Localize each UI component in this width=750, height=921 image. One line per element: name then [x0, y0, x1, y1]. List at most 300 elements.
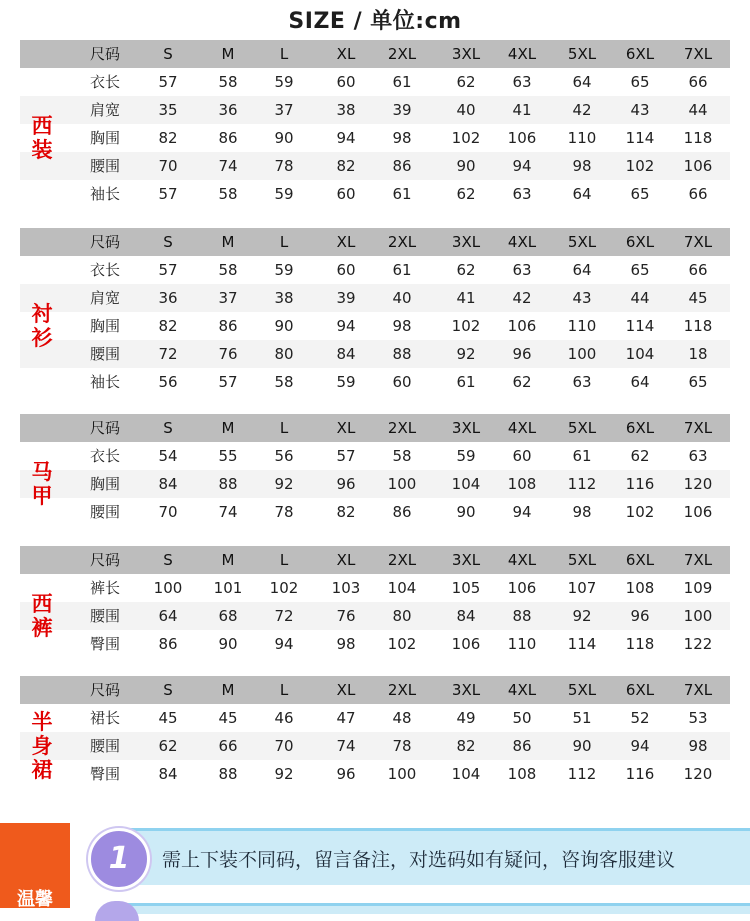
garment-category-label — [20, 460, 64, 508]
value-cell: 94 — [630, 737, 650, 755]
value-cell: 98 — [336, 635, 356, 653]
size-header-cell: XL — [336, 681, 356, 699]
table-row — [20, 574, 730, 602]
table-row — [20, 180, 730, 208]
size-header-cell: M — [221, 45, 235, 63]
value-cell: 58 — [218, 185, 238, 203]
size-header-cell: S — [163, 233, 173, 251]
size-table — [20, 414, 730, 526]
value-cell: 37 — [274, 101, 294, 119]
value-cell: 72 — [158, 345, 178, 363]
value-cell: 70 — [158, 503, 178, 521]
value-cell: 37 — [218, 289, 238, 307]
measure-label: 衣长 — [90, 447, 121, 465]
value-cell: 80 — [392, 607, 412, 625]
value-cell: 58 — [392, 447, 412, 465]
value-cell: 59 — [274, 261, 294, 279]
size-table — [20, 228, 730, 396]
value-cell: 92 — [456, 345, 476, 363]
size-header-cell: 2XL — [387, 233, 417, 251]
value-cell: 42 — [512, 289, 532, 307]
size-header-cell: XL — [336, 551, 356, 569]
value-cell: 122 — [683, 635, 713, 653]
value-cell: 40 — [456, 101, 476, 119]
value-cell: 68 — [218, 607, 238, 625]
value-cell: 57 — [158, 261, 178, 279]
table-row — [20, 312, 730, 340]
value-cell: 58 — [218, 261, 238, 279]
header-label: 尺码 — [90, 551, 121, 569]
value-cell: 39 — [392, 101, 412, 119]
value-cell: 59 — [274, 73, 294, 91]
value-cell: 80 — [274, 345, 294, 363]
size-header-cell: 3XL — [451, 419, 481, 437]
value-cell: 101 — [213, 579, 243, 597]
value-cell: 86 — [158, 635, 178, 653]
table-row — [20, 498, 730, 526]
category-char: 马 — [31, 460, 53, 484]
category-char: 西 — [31, 592, 53, 616]
value-cell: 64 — [572, 261, 592, 279]
value-cell: 66 — [218, 737, 238, 755]
table-row — [20, 340, 730, 368]
value-cell: 107 — [567, 579, 597, 597]
value-cell: 70 — [158, 157, 178, 175]
value-cell: 98 — [392, 317, 412, 335]
value-cell: 41 — [456, 289, 476, 307]
value-cell: 96 — [512, 345, 532, 363]
value-cell: 64 — [630, 373, 650, 391]
value-cell: 65 — [630, 73, 650, 91]
value-cell: 92 — [572, 607, 592, 625]
size-header-cell: 2XL — [387, 551, 417, 569]
value-cell: 96 — [336, 765, 356, 783]
size-header-cell: M — [221, 419, 235, 437]
value-cell: 116 — [625, 475, 655, 493]
value-cell: 84 — [456, 607, 476, 625]
value-cell: 60 — [336, 185, 356, 203]
header-label: 尺码 — [90, 681, 121, 699]
value-cell: 45 — [158, 709, 178, 727]
table-row — [20, 124, 730, 152]
value-cell: 96 — [336, 475, 356, 493]
value-cell: 36 — [158, 289, 178, 307]
tip-bar-next — [120, 903, 750, 914]
value-cell: 38 — [336, 101, 356, 119]
measure-label: 袖长 — [90, 373, 121, 391]
value-cell: 100 — [683, 607, 713, 625]
measure-label: 臀围 — [90, 765, 121, 783]
value-cell: 82 — [158, 129, 178, 147]
value-cell: 82 — [336, 157, 356, 175]
value-cell: 50 — [512, 709, 532, 727]
garment-category-label — [20, 710, 64, 782]
value-cell: 120 — [683, 765, 713, 783]
value-cell: 64 — [158, 607, 178, 625]
value-cell: 90 — [274, 129, 294, 147]
measure-label: 胸围 — [90, 475, 121, 493]
value-cell: 109 — [683, 579, 713, 597]
value-cell: 108 — [507, 475, 537, 493]
value-cell: 76 — [218, 345, 238, 363]
measure-label: 腰围 — [90, 157, 121, 175]
value-cell: 51 — [572, 709, 592, 727]
value-cell: 66 — [688, 73, 708, 91]
value-cell: 102 — [387, 635, 417, 653]
table-row — [20, 732, 730, 760]
category-char: 半 — [31, 710, 53, 734]
header-label: 尺码 — [90, 233, 121, 251]
header-label: 尺码 — [90, 45, 121, 63]
value-cell: 112 — [567, 475, 597, 493]
table-header-row — [20, 676, 730, 704]
value-cell: 86 — [218, 129, 238, 147]
measure-label: 腰围 — [90, 737, 121, 755]
size-header-cell: 5XL — [567, 551, 597, 569]
value-cell: 106 — [507, 317, 537, 335]
value-cell: 100 — [567, 345, 597, 363]
size-header-cell: 2XL — [387, 681, 417, 699]
size-header-cell: XL — [336, 45, 356, 63]
measure-label: 裙长 — [90, 709, 121, 727]
size-header-cell: 7XL — [683, 551, 713, 569]
value-cell: 46 — [274, 709, 294, 727]
value-cell: 74 — [336, 737, 356, 755]
size-header-cell: 3XL — [451, 551, 481, 569]
size-header-cell: 6XL — [625, 233, 655, 251]
table-row — [20, 284, 730, 312]
value-cell: 100 — [387, 475, 417, 493]
table-header-row — [20, 228, 730, 256]
size-header-cell: 4XL — [507, 551, 537, 569]
measure-label: 肩宽 — [90, 101, 121, 119]
category-char: 身 — [31, 734, 53, 758]
value-cell: 106 — [683, 503, 713, 521]
value-cell: 86 — [512, 737, 532, 755]
value-cell: 43 — [630, 101, 650, 119]
value-cell: 57 — [336, 447, 356, 465]
table-row — [20, 602, 730, 630]
table-row — [20, 368, 730, 396]
size-header-cell: 2XL — [387, 419, 417, 437]
table-row — [20, 152, 730, 180]
value-cell: 102 — [451, 317, 481, 335]
table-row — [20, 704, 730, 732]
size-header-cell: 7XL — [683, 233, 713, 251]
value-cell: 61 — [392, 73, 412, 91]
value-cell: 41 — [512, 101, 532, 119]
value-cell: 63 — [512, 185, 532, 203]
measure-label: 腰围 — [90, 503, 121, 521]
value-cell: 106 — [507, 129, 537, 147]
value-cell: 120 — [683, 475, 713, 493]
size-header-cell: 5XL — [567, 681, 597, 699]
size-header-cell: 3XL — [451, 45, 481, 63]
value-cell: 94 — [274, 635, 294, 653]
value-cell: 84 — [158, 475, 178, 493]
value-cell: 66 — [688, 185, 708, 203]
value-cell: 59 — [336, 373, 356, 391]
size-header-cell: 6XL — [625, 681, 655, 699]
value-cell: 86 — [392, 157, 412, 175]
size-header-cell: XL — [336, 419, 356, 437]
size-header-cell: S — [163, 551, 173, 569]
value-cell: 60 — [336, 261, 356, 279]
tip-text: 需上下装不同码，留言备注，对选码如有疑问，咨询客服建议 — [162, 849, 676, 871]
value-cell: 116 — [625, 765, 655, 783]
value-cell: 98 — [572, 503, 592, 521]
value-cell: 57 — [158, 185, 178, 203]
size-header-cell: 7XL — [683, 419, 713, 437]
value-cell: 62 — [512, 373, 532, 391]
measure-label: 衣长 — [90, 261, 121, 279]
value-cell: 64 — [572, 185, 592, 203]
size-table — [20, 40, 730, 208]
value-cell: 52 — [630, 709, 650, 727]
value-cell: 53 — [688, 709, 708, 727]
table-row — [20, 760, 730, 788]
value-cell: 72 — [274, 607, 294, 625]
value-cell: 92 — [274, 475, 294, 493]
value-cell: 104 — [451, 765, 481, 783]
size-header-cell: 3XL — [451, 233, 481, 251]
tip-bar — [120, 828, 750, 885]
measure-label: 袖长 — [90, 185, 121, 203]
value-cell: 78 — [392, 737, 412, 755]
value-cell: 102 — [451, 129, 481, 147]
value-cell: 110 — [507, 635, 537, 653]
value-cell: 104 — [451, 475, 481, 493]
value-cell: 84 — [158, 765, 178, 783]
value-cell: 61 — [392, 261, 412, 279]
page-title: SIZE / 单位:cm — [288, 9, 462, 34]
garment-category-label — [20, 114, 64, 162]
value-cell: 114 — [567, 635, 597, 653]
size-header-cell: L — [279, 419, 289, 437]
size-header-cell: 6XL — [625, 419, 655, 437]
value-cell: 49 — [456, 709, 476, 727]
value-cell: 118 — [683, 129, 713, 147]
value-cell: 47 — [336, 709, 356, 727]
value-cell: 90 — [456, 503, 476, 521]
value-cell: 90 — [572, 737, 592, 755]
value-cell: 63 — [572, 373, 592, 391]
value-cell: 100 — [387, 765, 417, 783]
value-cell: 65 — [630, 261, 650, 279]
size-header-cell: S — [163, 419, 173, 437]
value-cell: 114 — [625, 317, 655, 335]
category-char: 西 — [31, 114, 53, 138]
value-cell: 57 — [218, 373, 238, 391]
size-header-cell: 5XL — [567, 233, 597, 251]
measure-label: 衣长 — [90, 73, 121, 91]
value-cell: 76 — [336, 607, 356, 625]
value-cell: 102 — [625, 503, 655, 521]
value-cell: 78 — [274, 157, 294, 175]
value-cell: 82 — [456, 737, 476, 755]
value-cell: 88 — [512, 607, 532, 625]
size-header-cell: 5XL — [567, 419, 597, 437]
size-table — [20, 546, 730, 658]
size-header-cell: M — [221, 681, 235, 699]
value-cell: 62 — [158, 737, 178, 755]
size-header-cell: 6XL — [625, 551, 655, 569]
garment-category-label — [20, 592, 64, 640]
size-header-cell: L — [279, 551, 289, 569]
size-header-cell: 4XL — [507, 45, 537, 63]
size-header-cell: 4XL — [507, 681, 537, 699]
table-header-row — [20, 40, 730, 68]
header-label: 尺码 — [90, 419, 121, 437]
value-cell: 86 — [392, 503, 412, 521]
value-cell: 104 — [625, 345, 655, 363]
value-cell: 106 — [683, 157, 713, 175]
value-cell: 94 — [336, 317, 356, 335]
value-cell: 74 — [218, 503, 238, 521]
value-cell: 103 — [331, 579, 361, 597]
size-header-cell: 2XL — [387, 45, 417, 63]
value-cell: 88 — [218, 765, 238, 783]
value-cell: 55 — [218, 447, 238, 465]
value-cell: 65 — [688, 373, 708, 391]
size-header-cell: 4XL — [507, 233, 537, 251]
value-cell: 84 — [336, 345, 356, 363]
measure-label: 裤长 — [90, 579, 121, 597]
value-cell: 63 — [512, 73, 532, 91]
value-cell: 98 — [392, 129, 412, 147]
table-row — [20, 68, 730, 96]
value-cell: 82 — [158, 317, 178, 335]
size-header-cell: 6XL — [625, 45, 655, 63]
measure-label: 胸围 — [90, 129, 121, 147]
value-cell: 56 — [158, 373, 178, 391]
size-header-cell: 7XL — [683, 681, 713, 699]
size-header-cell: L — [279, 233, 289, 251]
value-cell: 64 — [572, 73, 592, 91]
value-cell: 96 — [630, 607, 650, 625]
value-cell: 88 — [218, 475, 238, 493]
value-cell: 62 — [630, 447, 650, 465]
value-cell: 60 — [512, 447, 532, 465]
size-header-cell: 5XL — [567, 45, 597, 63]
value-cell: 63 — [512, 261, 532, 279]
value-cell: 110 — [567, 129, 597, 147]
tips-side-panel — [0, 823, 70, 908]
value-cell: 63 — [688, 447, 708, 465]
value-cell: 58 — [274, 373, 294, 391]
value-cell: 90 — [218, 635, 238, 653]
value-cell: 92 — [274, 765, 294, 783]
value-cell: 98 — [688, 737, 708, 755]
value-cell: 36 — [218, 101, 238, 119]
value-cell: 61 — [392, 185, 412, 203]
value-cell: 112 — [567, 765, 597, 783]
value-cell: 62 — [456, 185, 476, 203]
category-char: 裤 — [31, 616, 53, 640]
table-row — [20, 630, 730, 658]
tips-footer — [0, 823, 750, 908]
value-cell: 66 — [688, 261, 708, 279]
size-header-cell: 7XL — [683, 45, 713, 63]
value-cell: 62 — [456, 261, 476, 279]
tip-number-badge: 1 — [88, 828, 150, 890]
size-header-cell: XL — [336, 233, 356, 251]
value-cell: 43 — [572, 289, 592, 307]
size-header-cell: M — [221, 551, 235, 569]
value-cell: 90 — [274, 317, 294, 335]
value-cell: 118 — [625, 635, 655, 653]
value-cell: 114 — [625, 129, 655, 147]
garment-category-label — [20, 302, 64, 350]
measure-label: 腰围 — [90, 607, 121, 625]
table-row — [20, 256, 730, 284]
value-cell: 60 — [392, 373, 412, 391]
size-header-cell: M — [221, 233, 235, 251]
size-header-cell: 4XL — [507, 419, 537, 437]
value-cell: 61 — [572, 447, 592, 465]
table-row — [20, 442, 730, 470]
value-cell: 44 — [688, 101, 708, 119]
value-cell: 86 — [218, 317, 238, 335]
value-cell: 39 — [336, 289, 356, 307]
value-cell: 82 — [336, 503, 356, 521]
value-cell: 104 — [387, 579, 417, 597]
value-cell: 108 — [507, 765, 537, 783]
value-cell: 100 — [153, 579, 183, 597]
value-cell: 78 — [274, 503, 294, 521]
value-cell: 106 — [507, 579, 537, 597]
measure-label: 臀围 — [90, 635, 121, 653]
value-cell: 44 — [630, 289, 650, 307]
category-char: 裙 — [31, 758, 53, 782]
value-cell: 54 — [158, 447, 178, 465]
table-header-row — [20, 546, 730, 574]
category-char: 衬 — [31, 302, 53, 326]
value-cell: 57 — [158, 73, 178, 91]
value-cell: 102 — [625, 157, 655, 175]
table-header-row — [20, 414, 730, 442]
tips-side-label: 温馨 — [17, 889, 53, 910]
value-cell: 106 — [451, 635, 481, 653]
value-cell: 88 — [392, 345, 412, 363]
value-cell: 42 — [572, 101, 592, 119]
value-cell: 58 — [218, 73, 238, 91]
size-header-cell: S — [163, 681, 173, 699]
value-cell: 45 — [688, 289, 708, 307]
value-cell: 70 — [274, 737, 294, 755]
value-cell: 102 — [269, 579, 299, 597]
value-cell: 59 — [456, 447, 476, 465]
size-header-cell: L — [279, 45, 289, 63]
measure-label: 肩宽 — [90, 289, 121, 307]
value-cell: 65 — [630, 185, 650, 203]
value-cell: 94 — [336, 129, 356, 147]
value-cell: 48 — [392, 709, 412, 727]
value-cell: 40 — [392, 289, 412, 307]
category-char: 衫 — [31, 326, 53, 350]
value-cell: 90 — [456, 157, 476, 175]
value-cell: 56 — [274, 447, 294, 465]
value-cell: 62 — [456, 73, 476, 91]
value-cell: 118 — [683, 317, 713, 335]
value-cell: 110 — [567, 317, 597, 335]
value-cell: 60 — [336, 73, 356, 91]
value-cell: 94 — [512, 503, 532, 521]
table-row — [20, 96, 730, 124]
category-char: 装 — [31, 138, 53, 162]
value-cell: 18 — [688, 345, 708, 363]
value-cell: 105 — [451, 579, 481, 597]
